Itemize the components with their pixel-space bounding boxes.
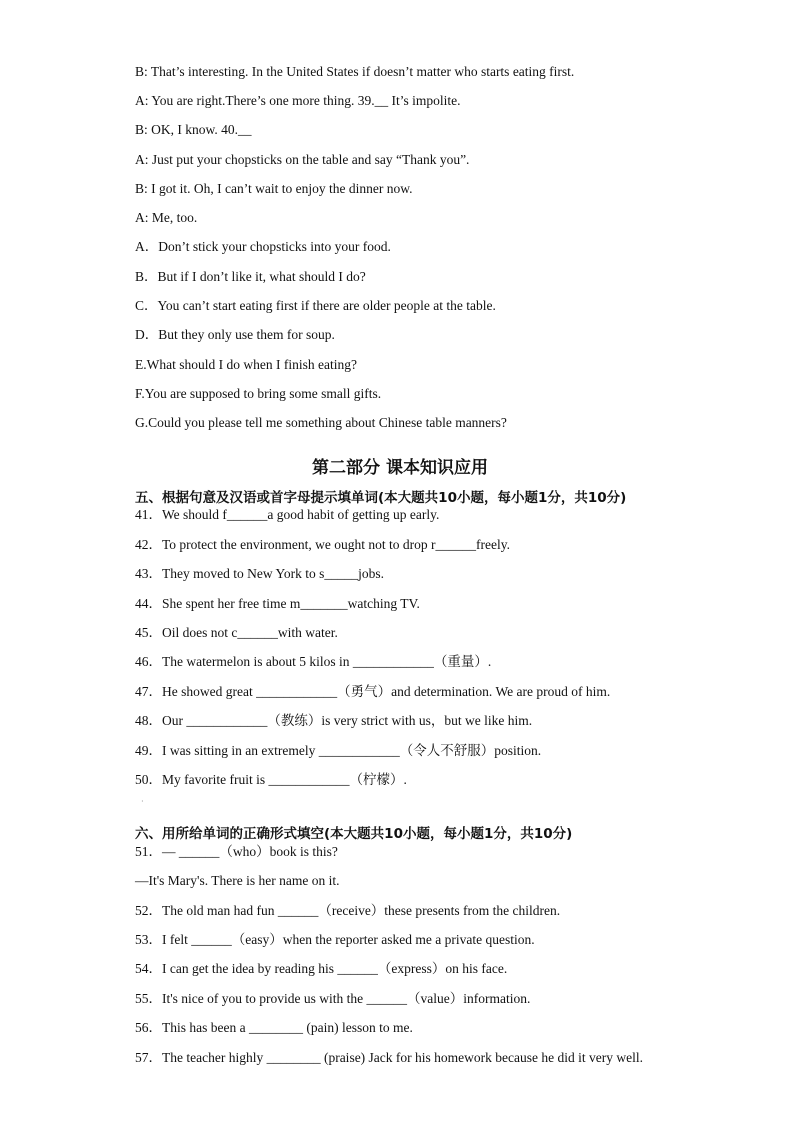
question-item: 57．The teacher highly ________ (praise) Jack for his homework because he did it very well.	[135, 1050, 643, 1065]
question-item: 44．She spent her free time m_______watching TV.	[135, 596, 420, 611]
question-item: 48．Our ____________（教练）is very strict with us，but we like him.	[135, 713, 533, 728]
question-item: 42．To protect the environment, we ought not to drop r______freely.	[135, 537, 510, 552]
question-item: 52．The old man had fun ______（receive）these presents from the children.	[135, 903, 561, 918]
question-item: 51．— ______（who）book is this?	[135, 844, 338, 859]
question-item: 45．Oil does not c______with water.	[135, 625, 338, 640]
question-item: 46．The watermelon is about 5 kilos in ____________（重量）.	[135, 654, 492, 669]
stray-mark: ·	[141, 797, 144, 806]
dialogue-line: B: OK, I know. 40.__	[135, 122, 252, 137]
question-item: 47．He showed great ____________（勇气）and determination. We are proud of him.	[135, 684, 611, 699]
option-item: A．Don’t stick your chopsticks into your food.	[135, 239, 391, 254]
dialogue-line: A: Just put your chopsticks on the table and say “Thank you”.	[135, 152, 470, 167]
section-title: 五、根据句意及汉语或首字母提示填单词(本大题共10小题，每小题1分，共10分)	[135, 490, 627, 506]
question-item: 55．It's nice of you to provide us with the ______（value）information.	[135, 991, 531, 1006]
option-item: C．You can’t start eating first if there are older people at the table.	[135, 298, 496, 313]
section-title: 六、用所给单词的正确形式填空(本大题共10小题，每小题1分，共10分)	[135, 826, 573, 842]
question-item: 50．My favorite fruit is ____________（柠檬）.	[135, 772, 407, 787]
option-item: D．But they only use them for soup.	[135, 327, 335, 342]
dialogue-line: B: I got it. Oh, I can’t wait to enjoy the dinner now.	[135, 181, 413, 196]
part-title: 第二部分 课本知识应用	[312, 458, 488, 478]
option-item: E.What should I do when I finish eating?	[135, 357, 357, 372]
question-item: 49．I was sitting in an extremely ____________（令人不舒服）position.	[135, 743, 542, 758]
question-item: 53．I felt ______（easy）when the reporter asked me a private question.	[135, 932, 535, 947]
dialogue-line: A: You are right.There’s one more thing. 39.__ It’s impolite.	[135, 93, 461, 108]
question-item: 56．This has been a ________ (pain) lesson to me.	[135, 1020, 413, 1035]
option-item: F.You are supposed to bring some small gifts.	[135, 386, 382, 401]
option-item: B．But if I don’t like it, what should I do?	[135, 269, 366, 284]
option-item: G.Could you please tell me something about Chinese table manners?	[135, 415, 507, 430]
question-item: 41．We should f______a good habit of getting up early.	[135, 507, 440, 522]
dialogue-line: A: Me, too.	[135, 210, 198, 225]
question-item: —It's Mary's. There is her name on it.	[135, 873, 340, 888]
question-item: 43．They moved to New York to s_____jobs.	[135, 566, 384, 581]
question-item: 54．I can get the idea by reading his ______（express）on his face.	[135, 961, 508, 976]
dialogue-line: B: That’s interesting. In the United States if doesn’t matter who starts eating first.	[135, 64, 575, 79]
